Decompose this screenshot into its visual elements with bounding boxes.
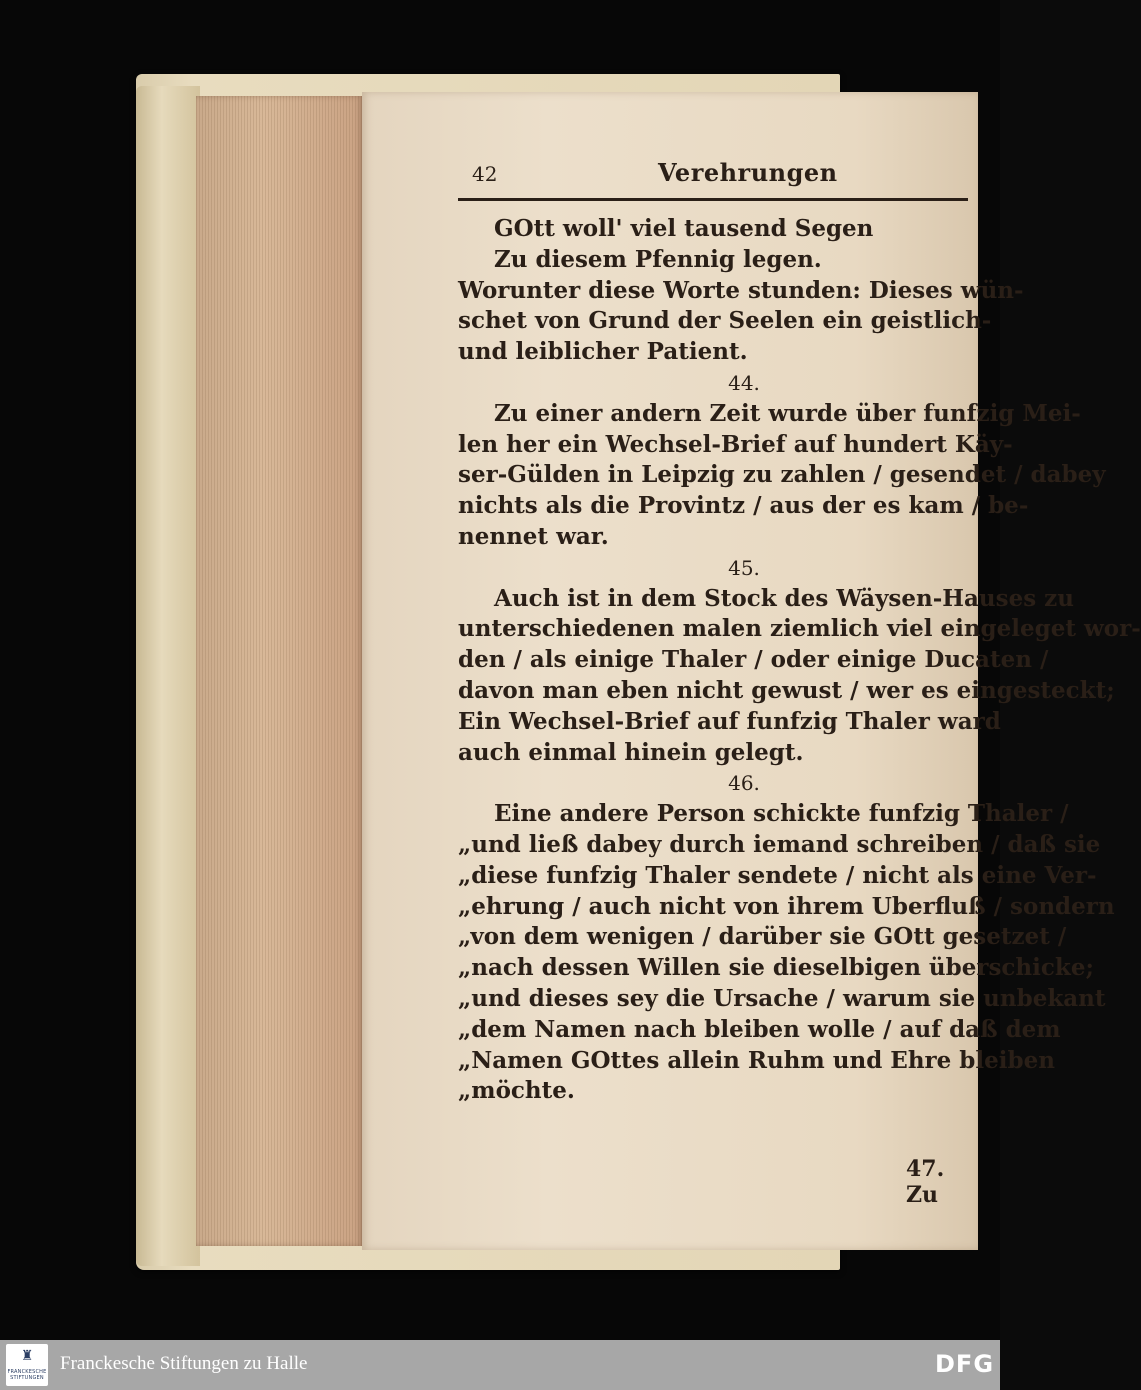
text-line: nichts als die Provintz / aus der es kam / be- <box>458 492 1029 520</box>
text-line: Auch ist in dem Stock des Wäysen-Hauses zu <box>494 584 1074 612</box>
page-edges <box>196 96 364 1246</box>
text-line: „nach dessen Willen sie dieselbigen überschicke; <box>458 954 1094 982</box>
text-line: Zu einer andern Zeit wurde über funfzig Mei- <box>494 399 1081 427</box>
text-line: und leiblicher Patient. <box>458 338 748 366</box>
institution-logo <box>6 1344 48 1386</box>
text-line: Zu diesem Pfennig legen. <box>494 245 822 273</box>
text-line: auch einmal hinein gelegt. <box>458 738 804 766</box>
text-line: den / als einige Thaler / oder einige Ducaten / <box>458 646 1049 674</box>
text-line: „von dem wenigen / darüber sie GOtt gesetzet / <box>458 923 1067 951</box>
text-line: Ein Wechsel-Brief auf funfzig Thaler ward <box>458 707 1001 735</box>
page-number: 42 <box>472 162 498 186</box>
section-number: 46. <box>728 771 760 796</box>
text-line: nennet war. <box>458 522 609 550</box>
text-line: schet von Grund der Seelen ein geistlich- <box>458 307 992 335</box>
dfg-logo: DFG <box>935 1350 995 1378</box>
running-head: Verehrungen <box>658 158 838 187</box>
section-number: 44. <box>728 370 760 395</box>
cover-fold <box>136 86 200 1266</box>
text-line: „möchte. <box>458 1077 575 1105</box>
text-line: len her ein Wechsel-Brief auf hundert Käy- <box>458 430 1013 458</box>
page-content <box>458 156 1141 1208</box>
body-text <box>458 214 1141 1107</box>
section-number: 45. <box>728 555 760 580</box>
book-page <box>362 92 1141 1250</box>
institution-name: Franckesche Stiftungen zu Halle <box>60 1353 308 1374</box>
text-line: GOtt woll' viel tausend Segen <box>494 215 874 242</box>
text-line: Eine andere Person schickte funfzig Thaler / <box>494 800 1069 828</box>
text-line: „dem Namen nach bleiben wolle / auf daß dem <box>458 1015 1061 1043</box>
text-line: Worunter diese Worte stunden: Dieses wün- <box>458 276 1024 304</box>
text-line: „und ließ dabey durch iemand schreiben / daß sie <box>458 830 1101 858</box>
crest-icon: ♜ <box>20 1348 34 1364</box>
text-line: „und dieses sey die Ursache / warum sie unbekant <box>458 984 1106 1012</box>
logo-text: FRANCKESCHE STIFTUNGEN <box>7 1369 47 1381</box>
text-line: „ehrung / auch nicht von ihrem Uberfluß / sondern <box>458 892 1115 920</box>
page-header <box>458 156 970 190</box>
text-line: „diese funfzig Thaler sendete / nicht als eine Ver- <box>458 861 1097 889</box>
text-line: davon man eben nicht gewust / wer es eingesteckt; <box>458 676 1115 704</box>
text-line: unterschiedenen malen ziemlich viel eingeleget wor- <box>458 615 1141 643</box>
catchword: 47. Zu <box>906 1156 945 1208</box>
text-line: „Namen GOttes allein Ruhm und Ehre bleiben <box>458 1046 1055 1074</box>
footer-bar <box>0 1340 1000 1390</box>
header-rule <box>458 198 968 201</box>
text-line: ser-Gülden in Leipzig zu zahlen / gesendet / dabey <box>458 461 1106 489</box>
